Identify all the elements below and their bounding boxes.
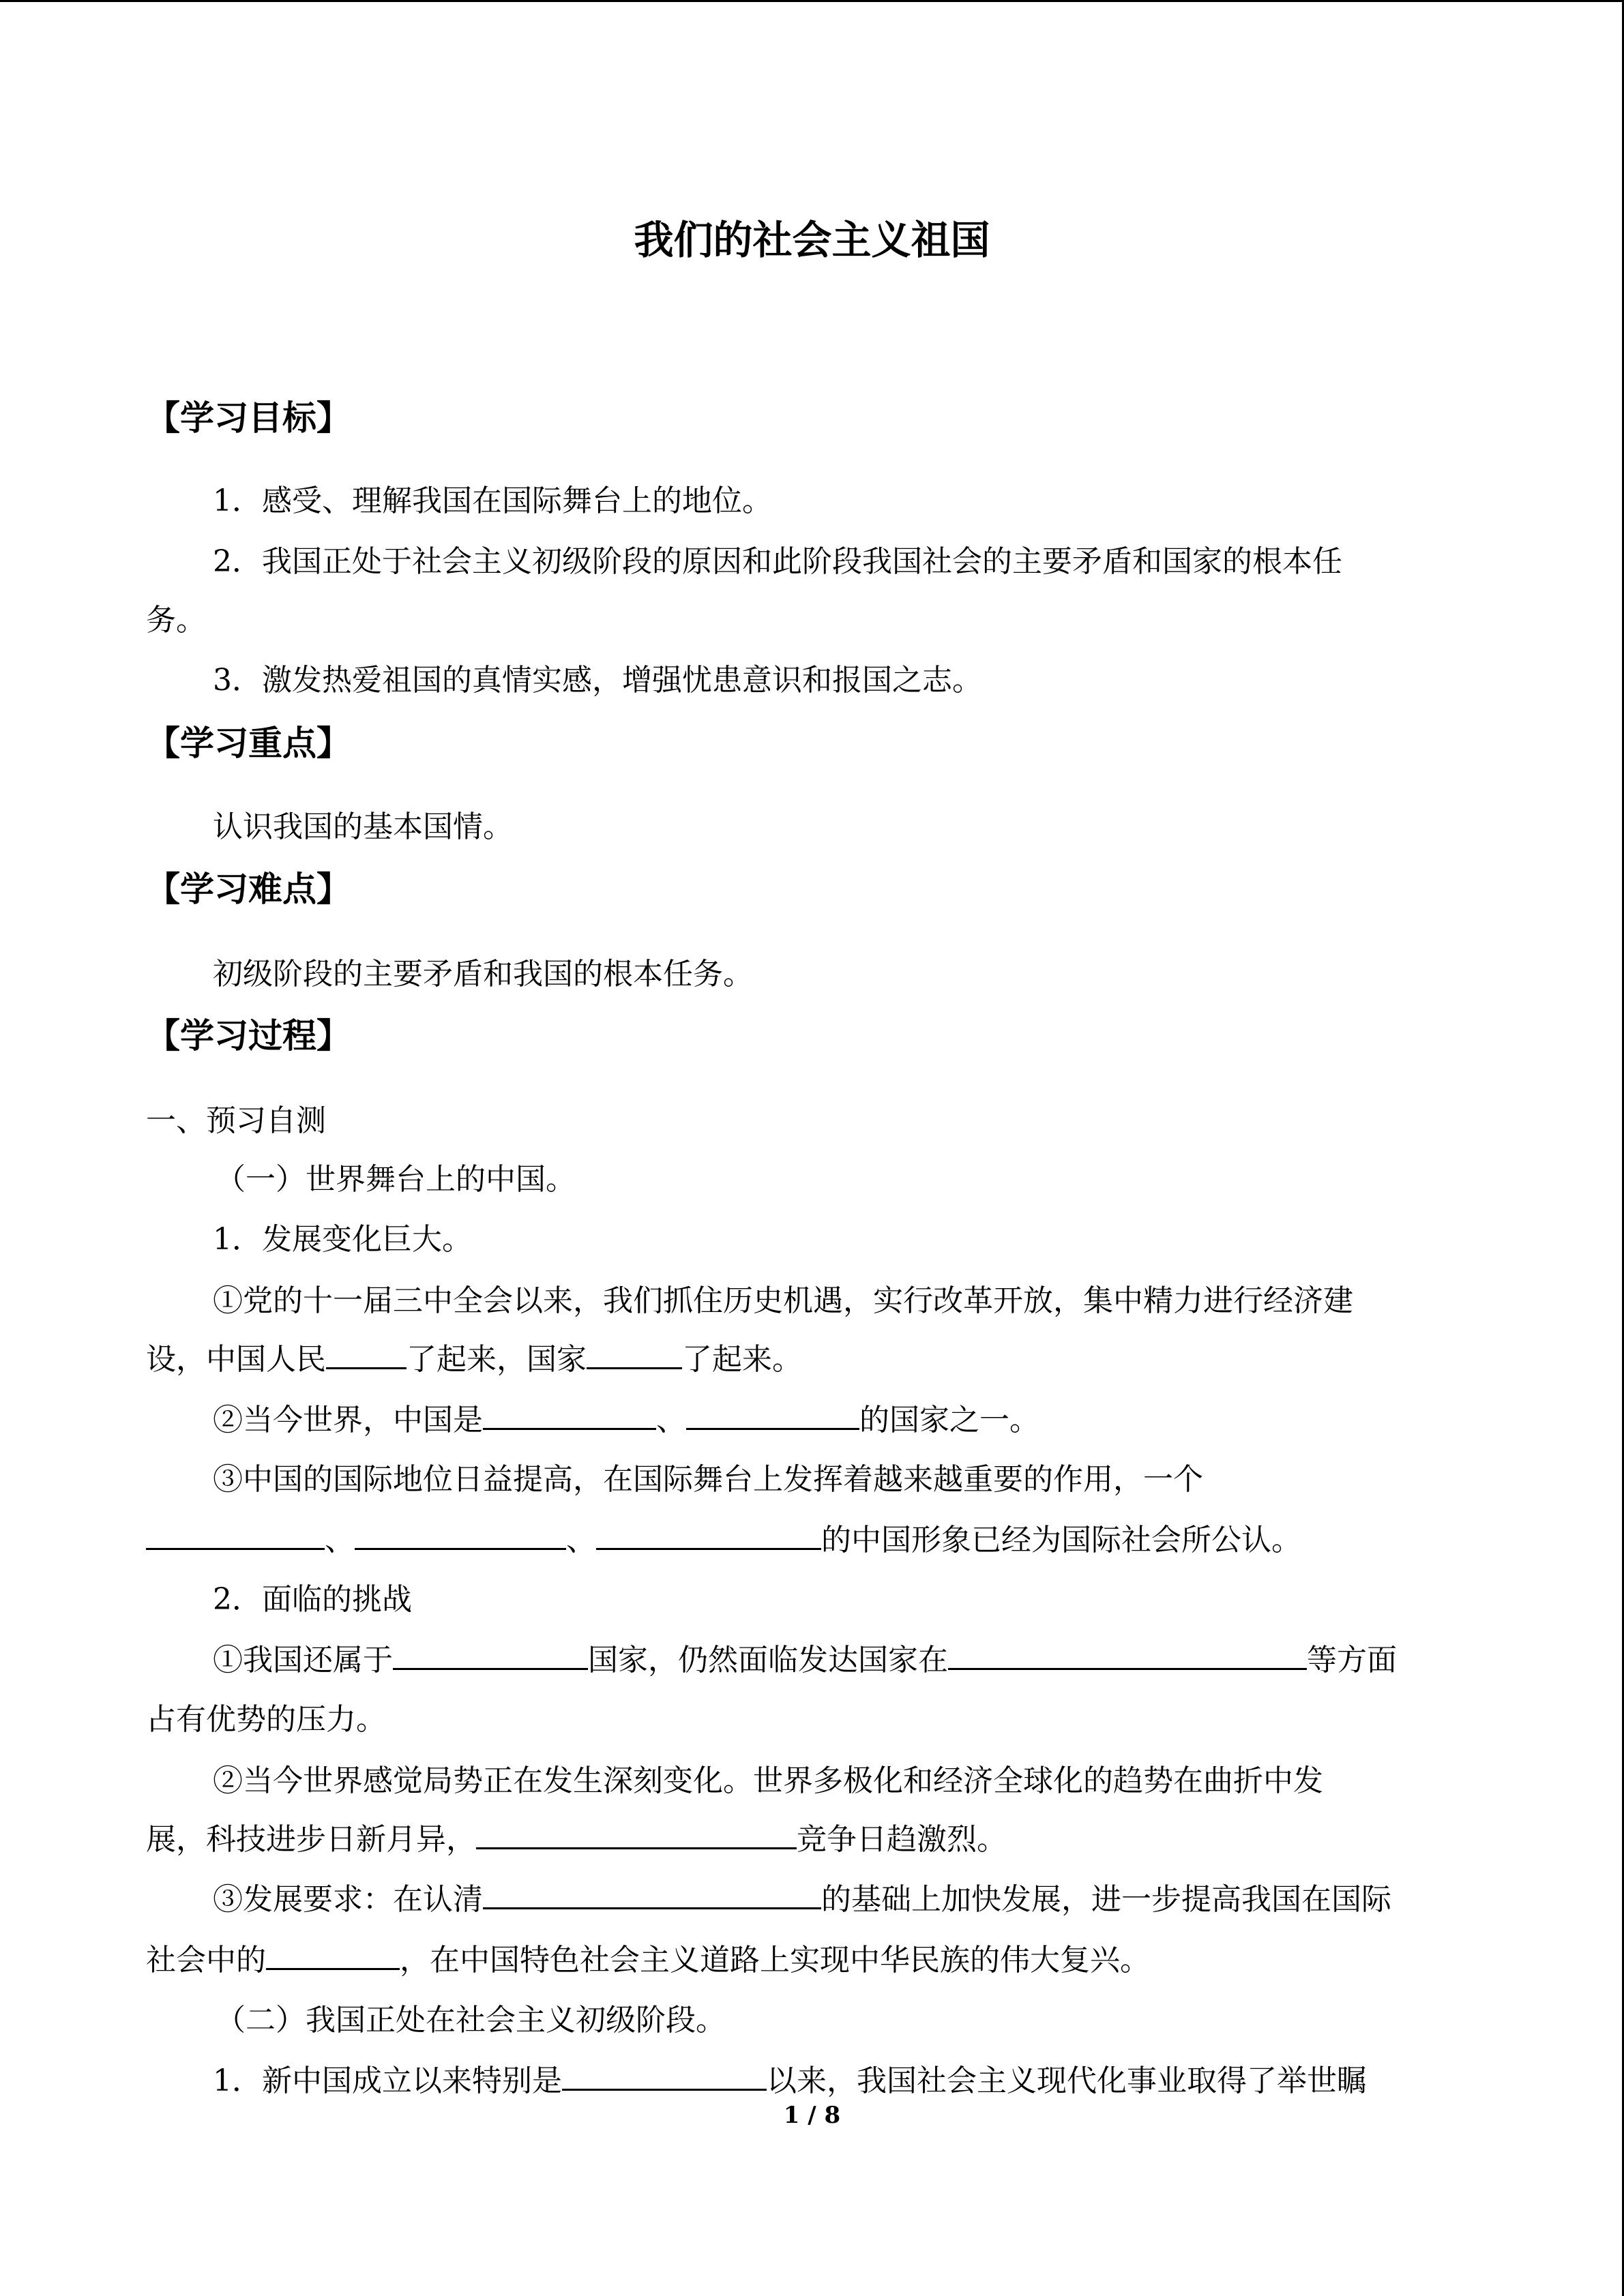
text-segment: 设，中国人民 (146, 1342, 326, 1377)
goal-1: 1．感受、理解我国在国际舞台上的地位。 (213, 483, 772, 518)
fill-in-blank[interactable] (562, 2059, 767, 2091)
page-border-top (0, 0, 1624, 2)
text-segment: 展，科技进步日新月异， (146, 1822, 476, 1857)
goal-2-line-1: 2．我国正处于社会主义初级阶段的原因和此阶段我国社会的主要矛盾和国家的根本任 (213, 544, 1342, 579)
goal-2-line-2: 务。 (146, 603, 206, 638)
paragraph-1-line-1: ①党的十一届三中全会以来，我们抓住历史机遇，实行改革开放，集中精力进行经济建 (213, 1283, 1353, 1318)
page-number: 1 / 8 (783, 2102, 841, 2129)
fill-in-blank[interactable] (393, 1638, 588, 1670)
text-segment: 、 (566, 1523, 596, 1557)
fill-in-blank[interactable] (483, 1877, 821, 1909)
text-segment: 社会中的 (146, 1943, 266, 1978)
text-segment: 、 (656, 1403, 686, 1437)
text-segment: 了起来。 (682, 1342, 802, 1377)
paragraph-1-line-2 (146, 1335, 802, 1378)
text-segment: 1．新中国成立以来特别是 (213, 2063, 562, 2098)
fill-in-blank[interactable] (596, 1518, 821, 1550)
item-2-title: 2．面临的挑战 (213, 1582, 412, 1617)
fill-in-blank[interactable] (686, 1398, 859, 1430)
text-segment: ①我国还属于 (213, 1643, 393, 1678)
paragraph-2 (213, 1395, 1039, 1439)
difficulties-text: 初级阶段的主要矛盾和我国的根本任务。 (213, 957, 753, 992)
text-segment: ②当今世界，中国是 (213, 1403, 483, 1437)
text-segment: ，在中国特色社会主义道路上实现中华民族的伟大复兴。 (400, 1943, 1150, 1978)
fill-in-blank[interactable] (146, 1518, 325, 1550)
fill-in-blank[interactable] (948, 1638, 1307, 1670)
text-segment: 的中国形象已经为国际社会所公认。 (821, 1523, 1301, 1557)
goal-3: 3．激发热爱祖国的真情实感，增强忧患意识和报国之志。 (213, 663, 982, 698)
key-points-text: 认识我国的基本国情。 (213, 809, 513, 844)
fill-in-blank[interactable] (266, 1938, 400, 1970)
challenge-3-line-1 (213, 1875, 1391, 1918)
heading-key-points: 【学习重点】 (146, 723, 351, 763)
item-1-title: 1．发展变化巨大。 (213, 1222, 472, 1257)
fill-in-blank[interactable] (355, 1518, 566, 1550)
subsection-1-title: （一）世界舞台上的中国。 (216, 1162, 576, 1197)
document-title: 我们的社会主义祖国 (634, 217, 990, 263)
challenge-2-line-1: ②当今世界感觉局势正在发生深刻变化。世界多极化和经济全球化的趋势在曲折中发 (213, 1763, 1323, 1798)
numbered-item-1 (213, 2056, 1367, 2100)
fill-in-blank[interactable] (476, 1817, 797, 1849)
subsection-2-title: （二）我国正处在社会主义初级阶段。 (216, 2003, 726, 2038)
challenge-1-line-2: 占有优势的压力。 (146, 1702, 386, 1737)
heading-difficulties: 【学习难点】 (146, 869, 351, 909)
heading-learning-process: 【学习过程】 (146, 1015, 351, 1056)
text-segment: 等方面 (1307, 1643, 1397, 1678)
paragraph-3-line-1: ③中国的国际地位日益提高，在国际舞台上发挥着越来越重要的作用，一个 (213, 1462, 1203, 1497)
text-segment: 的国家之一。 (859, 1403, 1039, 1437)
text-segment: 以来，我国社会主义现代化事业取得了举世瞩 (767, 2063, 1367, 2098)
fill-in-blank[interactable] (483, 1398, 656, 1430)
fill-in-blank[interactable] (587, 1337, 682, 1369)
part-1-title: 一、预习自测 (146, 1103, 326, 1138)
text-segment: ③发展要求：在认清 (213, 1882, 483, 1917)
heading-learning-goals: 【学习目标】 (146, 398, 351, 438)
text-segment: 的基础上加快发展，进一步提高我国在国际 (821, 1882, 1391, 1917)
text-segment: 、 (325, 1523, 355, 1557)
paragraph-3-line-2 (146, 1515, 1301, 1559)
text-segment: 国家，仍然面临发达国家在 (588, 1643, 948, 1678)
challenge-2-line-2 (146, 1815, 1007, 1858)
text-segment: 竞争日趋激烈。 (797, 1822, 1007, 1857)
challenge-1-line-1 (213, 1635, 1397, 1679)
challenge-3-line-2 (146, 1935, 1150, 1979)
fill-in-blank[interactable] (326, 1337, 407, 1369)
text-segment: 了起来，国家 (407, 1342, 587, 1377)
